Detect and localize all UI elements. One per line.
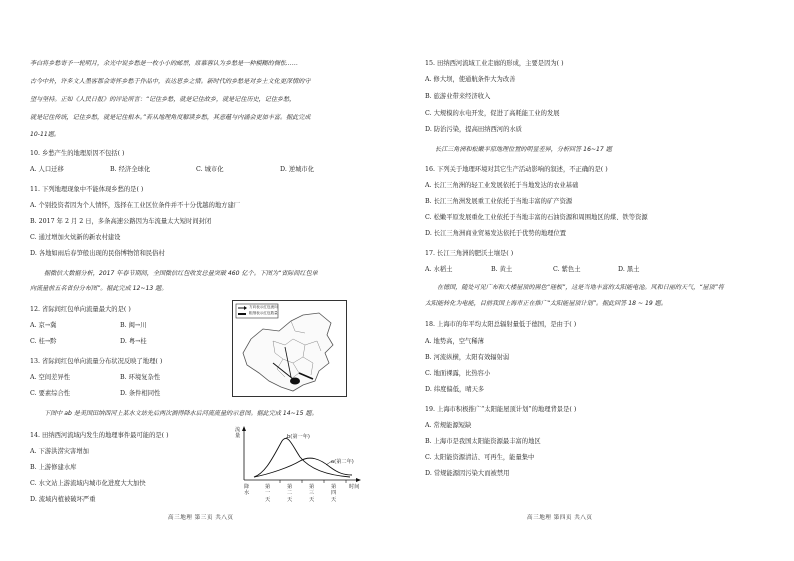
- q19-option-b: B. 上海市是我国太阳能资源最丰富的地区: [425, 438, 541, 445]
- page-footer: 高三地理 第四页 共八页: [527, 515, 593, 521]
- intro-paragraph-line: 太阳能转化为电能，目前我国上海市正在推广“太阳能屋顶计划”。据此回答 18 ~ 19 题。: [425, 300, 667, 307]
- question-17-stem: 17. 长江三角洲的肥沃土壤是( ): [425, 250, 514, 257]
- q11-option-a: A. 个别投资者因为个人情怀，选择在工业区位条件并不十分优越的地方建厂: [30, 202, 241, 209]
- q12-option-c: C. 桂→黔: [30, 338, 57, 345]
- q17-option-d: D. 黑土: [618, 266, 640, 273]
- q16-option-d: D. 长江三角洲商业贸易发达依托于优势的地理位置: [425, 230, 567, 237]
- q18-option-d: D. 纬度偏低，晴天多: [425, 386, 485, 393]
- intro-paragraph-line: 下图中 ab 是美国田纳西河上某水文站先后两次测得降水后河流流量的示意图。据此完成 14~15 题。: [44, 410, 318, 417]
- q15-option-d: D. 防治污染，提高田纳西河的水质: [425, 126, 522, 133]
- curve-b-label: b(第一年): [287, 434, 310, 440]
- q15-option-c: C. 大规模的水电开发，促进了高耗能工业的发展: [425, 110, 560, 117]
- question-15-stem: 15. 田纳西河流域工业走廊的形成，主要是因为( ): [425, 60, 564, 67]
- intro-paragraph-line: 李白将乡愁寄予一轮明月，余光中说乡愁是一枚小小的邮票，席慕蓉认为乡愁是一种模糊的惆怅……: [30, 60, 299, 67]
- q16-option-c: C. 松嫩平原发展重化工业依托于当地丰富的石油资源和周围地区的煤、铁等资源: [425, 214, 648, 221]
- q15-option-a: A. 修大坝，使通航条件大为改善: [425, 76, 516, 83]
- q15-option-b: B. 旅游业带来经济收入: [425, 93, 491, 100]
- q14-option-a: A. 下游洪涝灾害增加: [30, 448, 89, 455]
- right-page: [397, 0, 794, 561]
- q14-option-c: C. 水文站上游流域内城市化进度大大加快: [30, 480, 146, 487]
- intro-paragraph-line: 据微信大数据分析，2017 年春节期间，全国微信红包收发总量突破 460 亿个。下图为“省际间红包单: [44, 270, 318, 277]
- hydrograph-y-label: 流量: [235, 427, 241, 439]
- q19-option-a: A. 常规能源短缺: [425, 422, 472, 429]
- q10-option-d: D. 逆城市化: [280, 166, 315, 173]
- intro-paragraph-line: 在德国，随处可见广布和大楼屋顶的黑色“硅板”，这是当地丰富的太阳能电池。风和日丽的天气，“屋顶”将: [437, 284, 724, 291]
- q11-option-d: D. 各地如雨后春笋般出现的民俗博物馆和民俗村: [30, 250, 165, 257]
- q14-option-d: D. 流域内植被破坏严重: [30, 496, 96, 503]
- question-10-stem: 10. 乡愁产生的地理原因不包括( ): [30, 150, 125, 157]
- intro-paragraph-line: 10-11题。: [30, 131, 60, 138]
- rainfall-label: 降水: [244, 484, 250, 497]
- x-tick-label: 第三天: [309, 484, 315, 503]
- q13-option-d: D. 条件相同性: [120, 390, 161, 397]
- x-axis-arrow-icon: [356, 478, 361, 482]
- question-13-stem: 13. 省际间红包单向流量分布状况反映了地理( ): [30, 358, 163, 365]
- question-18-stem: 18. 上海市的年平均太阳总辐射量低于德国，是由于( ): [425, 321, 577, 328]
- question-11-stem: 11. 下列地理现象中不能体现乡愁的是( ): [30, 186, 144, 193]
- q18-option-a: A. 地势高，空气稀薄: [425, 338, 484, 345]
- q13-option-c: C. 要素综合性: [30, 390, 71, 397]
- question-16-stem: 16. 下列关于地理环境对其它生产活动影响的叙述，不正确的是( ): [425, 166, 608, 173]
- intro-paragraph-line: 望与坚持。正如《人民日报》的评论所言：“记住乡愁，就是记住故乡，就是记住历史，记住乡愁，: [30, 96, 296, 103]
- q10-option-c: C. 城市化: [196, 166, 224, 173]
- intro-paragraph-line: 向流量前五名省份分布图”。据此完成 12~13 题。: [30, 285, 168, 292]
- q19-option-d: D. 常规能源因污染大而被禁用: [425, 470, 510, 477]
- q11-option-b: B. 2017 年 2 月 2 日，多条高速公路因为车流量太大短时间封闭: [30, 218, 212, 225]
- map-legend-direction: 方向表示红包流向: [249, 305, 278, 309]
- q18-option-b: B. 河流纵横，太阳有效辐射弱: [425, 354, 510, 361]
- question-14-stem: 14. 田纳西河流域内发生的地理事件最可能的是( ): [30, 432, 169, 439]
- q10-option-a: A. 人口迁移: [30, 166, 64, 173]
- q17-option-c: C. 紫色土: [553, 266, 581, 273]
- x-tick-label: 第四天: [331, 484, 337, 503]
- intro-paragraph-line: 古今中外，许多文人墨客都会寄怀乡愁于作品中，表达思乡之情。新时代的乡愁是对乡土文化更深情的守: [30, 78, 311, 85]
- x-tick-label: 第二天: [287, 484, 293, 503]
- q10-option-b: B. 经济全球化: [110, 166, 151, 173]
- q16-option-a: A. 长江三角洲的轻工业发展依托于当地发达的农业基础: [425, 182, 579, 189]
- q17-option-a: A. 水稻土: [425, 266, 453, 273]
- q12-option-b: B. 闽→川: [120, 322, 147, 329]
- intro-paragraph-line: 就是记住传统，记住乡愁，就是记住根本。”若从地理角度解读乡愁，其意蕴与内涵会更加丰富。据此完成: [30, 114, 311, 121]
- question-19-stem: 19. 上海市积极推广“太阳能屋顶计划”的地理背景是( ): [425, 406, 577, 413]
- q18-option-c: C. 地面裸露，比热容小: [425, 370, 491, 377]
- x-tick-label: 第一天: [265, 484, 271, 503]
- intro-paragraph-line: 长江三角洲和松嫩平原地理位置的明显差异，分析回答 16~17 题: [435, 146, 612, 153]
- red-envelope-flow-map: [232, 300, 347, 397]
- map-legend-thickness: 粗细表示红包数量: [249, 311, 278, 315]
- q14-option-b: B. 上游修建水库: [30, 464, 77, 471]
- hydrograph-x-label: 时间: [349, 484, 360, 490]
- q12-option-d: D. 粤→桂: [120, 338, 147, 345]
- q19-option-c: C. 太阳能资源清洁、可再生，能量集中: [425, 454, 535, 461]
- q11-option-c: C. 通过增加火炕新的新农村建设: [30, 234, 121, 241]
- q16-option-b: B. 长江三角洲发展重工业依托于当地丰富的矿产资源: [425, 198, 573, 205]
- question-12-stem: 12. 省际间红包单向流量最大的是( ): [30, 306, 131, 313]
- q13-option-b: B. 环境复杂性: [120, 374, 161, 381]
- q13-option-a: A. 空间差异性: [30, 374, 71, 381]
- q12-option-a: A. 京→冀: [30, 322, 57, 329]
- page-footer: 高三地理 第三页 共八页: [168, 515, 234, 521]
- q17-option-b: B. 黄土: [491, 266, 513, 273]
- curve-a-label: a(第二年): [331, 459, 354, 465]
